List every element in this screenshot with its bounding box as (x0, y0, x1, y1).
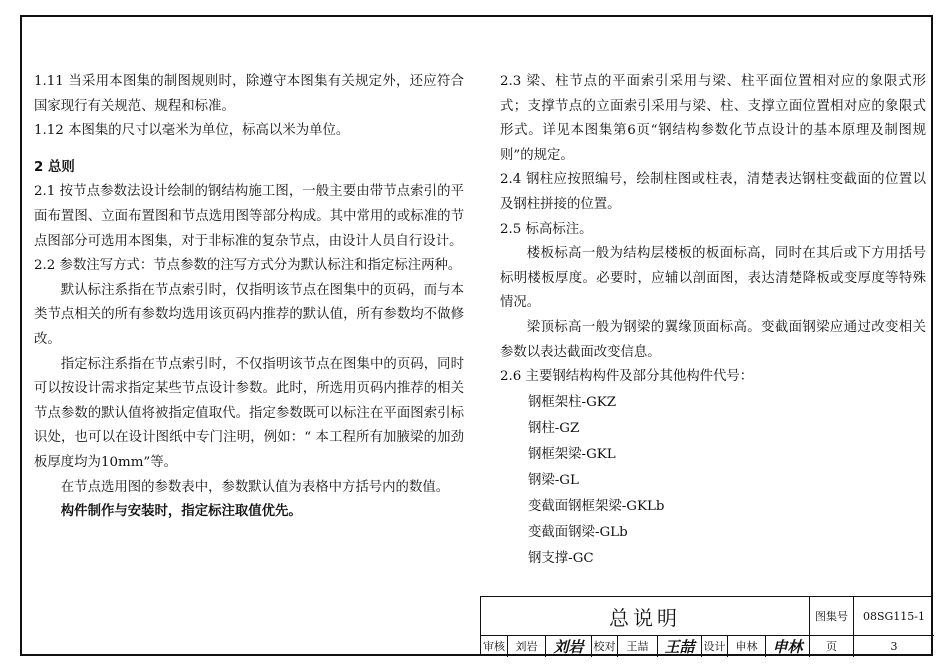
reviewer-signature: 刘岩 (545, 635, 591, 657)
sheet-title: 总说明 (609, 605, 681, 630)
atlas-number: 08SG115-1 (853, 597, 934, 635)
reviewer-name: 刘岩 (507, 635, 545, 657)
specified-annotation-paragraph: 指定标注系指在节点索引时，不仅指明该节点在图集中的页码，同时可以按设计需求指定某些节点设计参数。此时，所选用页码内推荐的相关节点参数的默认值将被指定值取代。指定参数既可以标注在平面图索引标识处，也可以在设计图纸中专门注明，例如：“ 本工程所有加腋梁的加劲板厚度均为10mm”等。 (34, 356, 464, 470)
page-number: 3 (853, 635, 934, 657)
list-item: 变截面钢梁-GLb (528, 524, 628, 540)
design-label: 设计 (701, 635, 727, 657)
clause-1-11: 1.11 当采用本图集的制图规则时，除遵守本图集有关规定外，还应符合国家现行有关规范、规程和标准。 (34, 74, 464, 114)
default-annotation-paragraph: 默认标注系指在节点索引时，仅指明该节点在图集中的页码，而与本类节点相关的所有参数均选用该页码内推荐的默认值，所有参数均不做修改。 (34, 282, 464, 347)
atlas-number-label: 图集号 (809, 597, 853, 635)
right-column (500, 70, 926, 572)
clause-2-4: 2.4 钢柱应按照编号，绘制柱图或柱表，清楚表达钢柱变截面的位置以及钢柱拼接的位置。 (500, 172, 926, 212)
clause-2-5: 2.5 标高标注。 (500, 221, 593, 237)
checker-name: 王喆 (617, 635, 657, 657)
list-item: 钢柱-GZ (528, 420, 580, 436)
clause-1-12: 1.12 本图集的尺寸以毫米为单位，标高以米为单位。 (34, 123, 350, 139)
clause-2-6: 2.6 主要钢结构构件及部分其他构件代号： (500, 369, 754, 385)
designer-signature: 申林 (765, 635, 809, 657)
parameter-table-note: 在节点选用图的参数表中，参数默认值为表格中方括号内的数值。 (60, 479, 450, 495)
list-item: 钢框架柱-GKZ (528, 394, 617, 410)
clause-2-2: 2.2 参数注写方式：节点参数的注写方式分为默认标注和指定标注两种。 (34, 258, 462, 274)
list-item: 钢支撑-GC (528, 550, 594, 566)
list-item: 钢框架梁-GKL (528, 446, 616, 462)
priority-note: 构件制作与安装时，指定标注取值优先。 (60, 504, 302, 520)
designer-name: 申林 (727, 635, 765, 657)
list-item: 变截面钢框架梁-GKLb (528, 498, 665, 514)
review-label: 审核 (483, 640, 505, 653)
component-code-list (500, 390, 926, 572)
floor-elevation-paragraph: 楼板标高一般为结构层楼板的板面标高，同时在其后或下方用括号标明楼板厚度。必要时，应辅以剖面图，表达清楚降板或变厚度等特殊情况。 (500, 246, 926, 311)
section-heading-general: 2 总则 (34, 159, 75, 175)
title-block (480, 596, 933, 656)
check-label: 校对 (591, 635, 617, 657)
beam-elevation-paragraph: 梁顶标高一般为钢梁的翼缘顶面标高。变截面钢梁应通过改变相关参数以表达截面改变信息。 (500, 319, 926, 360)
list-item: 钢梁-GL (528, 472, 579, 488)
checker-signature: 王喆 (657, 635, 701, 657)
left-column (34, 70, 464, 525)
page-label: 页 (809, 635, 853, 657)
clause-2-1: 2.1 按节点参数法设计绘制的钢结构施工图，一般主要由带节点索引的平面布置图、立面布置图和节点选用图等部分构成。其中常用的或标准的节点图部分可选用本图集，对于非标准的复杂节点，由设计人员自行设计。 (34, 184, 464, 249)
clause-2-3: 2.3 梁、柱节点的平面索引采用与梁、柱平面位置相对应的象限式形式；支撑节点的立面索引采用与梁、柱、支撑立面位置相对应的象限式形式。详见本图集第6页“钢结构参数化节点设计的基本原理及制图规则”的规定。 (500, 74, 926, 163)
